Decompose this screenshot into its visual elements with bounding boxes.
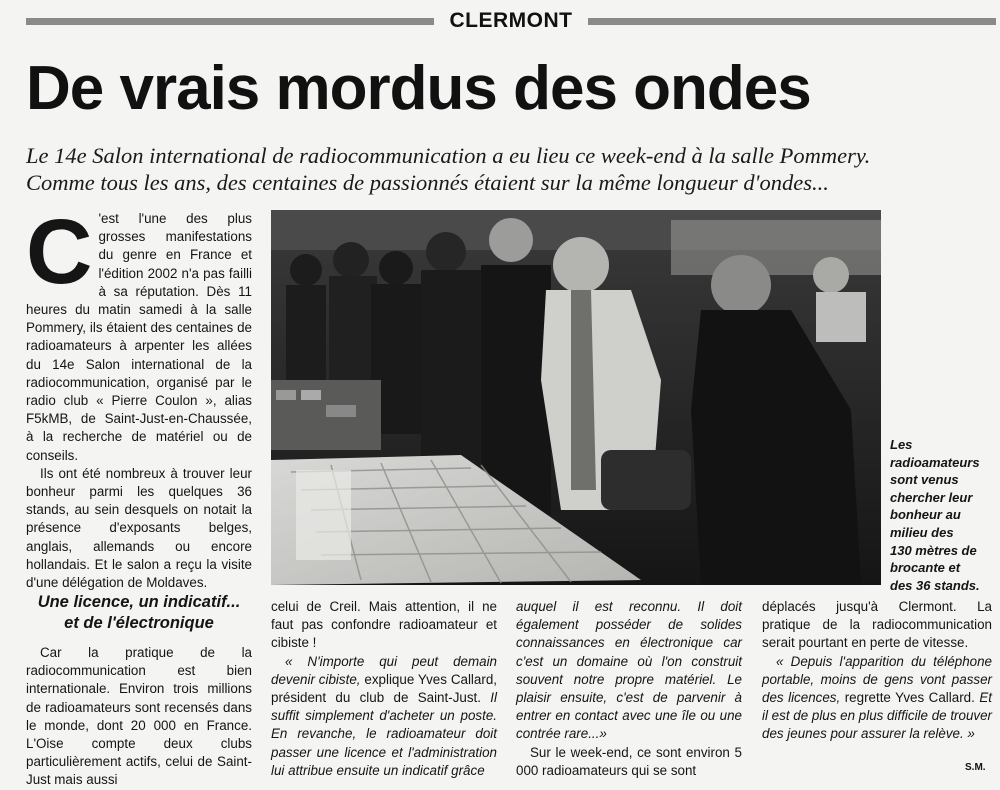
caption-line: 130 mètres de [890, 542, 977, 558]
col4-paragraph-2 [762, 653, 992, 744]
author-signature: S.M. [965, 762, 986, 773]
photo-illustration [271, 210, 881, 585]
col3-paragraph-2: Sur le week-end, ce sont environ 5 000 radioamateurs qui se sont [516, 744, 742, 778]
column-3 [516, 598, 742, 780]
drop-cap: C [26, 201, 93, 303]
caption-line: Les [890, 437, 913, 452]
quote-attribution: explique Yves Callard, président du club de Saint-Just. [271, 671, 497, 706]
col1-paragraph-2: Ils ont été nombreux à trouver leur bonheur parmi les quelques 36 stands, au sein desquels on notait la présence d'exposants belges, anglais, allemands ou encore hollandais. Et le salon a reçu la visite d'une délégation de Moldaves. [26, 465, 252, 591]
column-1 [26, 201, 252, 592]
rubric-label: CLERMONT [449, 9, 573, 32]
col2-paragraph-1: celui de Creil. Mais attention, il ne faut pas confondre radioamateur et cibiste ! [271, 599, 497, 651]
quote-text: Et il est de plus en plus difficile de trouver des jeunes pour assurer la relève. » [762, 690, 992, 742]
lead-line-2: Comme tous les ans, des centaines de passionnés étaient sur la même longueur d'ondes... [26, 170, 829, 195]
caption-line: milieu des [890, 524, 954, 540]
section-rubric [26, 8, 996, 34]
caption-line: bonheur au [890, 507, 961, 523]
col1-paragraph-1 [26, 201, 252, 465]
col2-paragraph-2 [271, 653, 497, 780]
caption-line: des 36 stands. [890, 577, 980, 593]
column-2 [271, 598, 497, 780]
article-photo [271, 210, 881, 585]
col1-paragraph-1-text: 'est l'une des plus grosses manifestations du genre en France et l'édition 2002 n'a pas failli à sa réputation. Dès 11 heures du matin samedi à la salle Pommery, ils étaient des centaines de radioamateurs à arpenter les allées du 14e Salon international de la radiocommunication, organisé par le radio club « Pierre Coulon », alias F5kMB, de Saint-Just-en-Chaussée, à la recherche de matériel ou de conseils. [26, 211, 252, 463]
quote-text: « N'importe qui peut demain devenir cibiste, [271, 653, 497, 687]
column-1-lower [26, 592, 252, 790]
column-4 [762, 598, 992, 744]
article-lead [26, 142, 996, 196]
caption-line: brocante et [890, 560, 961, 576]
quote-text: « Depuis l'apparition du téléphone portable, moins de gens vont passer des licences, [762, 653, 992, 706]
caption-line: chercher leur [890, 489, 973, 505]
col3-paragraph-1: auquel il est reconnu. Il doit également posséder de solides connaissances en électronique car c'est un domaine où l'on construit souvent notre propre matériel. Le plaisir ensuite, c'est de parvenir à entrer en contact avec une île ou une contrée rare...» [516, 599, 742, 742]
photo-caption [890, 436, 996, 594]
caption-line: radioamateurs [890, 454, 980, 470]
subheading-line-2: et de l'électronique [64, 614, 214, 632]
col4-paragraph-1: déplacés jusqu'à Clermont. La pratique de la radiocommunication serait pourtant en perte de vitesse. [762, 599, 992, 651]
rubric-rule-right [588, 18, 996, 25]
subheading [26, 592, 252, 634]
rubric-rule-left [26, 18, 434, 25]
quote-text: Il suffit simplement d'acheter un poste. En revanche, le radioamateur doit passer une licence et l'administration lui attribue ensuite un indicatif grâce [271, 690, 497, 778]
caption-line: sont venus [890, 472, 959, 488]
article-headline: De vrais mordus des ondes [26, 54, 811, 123]
quote-attribution: regrette Yves Callard. [844, 690, 975, 706]
lead-line-1: Le 14e Salon international de radiocommunication a eu lieu ce week-end à la salle Pommery. [26, 143, 871, 168]
col1-paragraph-3: Car la pratique de la radiocommunication est bien internationale. Environ trois millions de radioamateurs sont recensés dans le monde, dont 20 000 en France. L'Oise compte deux clubs particulièrement actifs, celui de Saint-Just mais aussi [26, 645, 252, 788]
subheading-line-1: Une licence, un indicatif... [37, 593, 241, 611]
